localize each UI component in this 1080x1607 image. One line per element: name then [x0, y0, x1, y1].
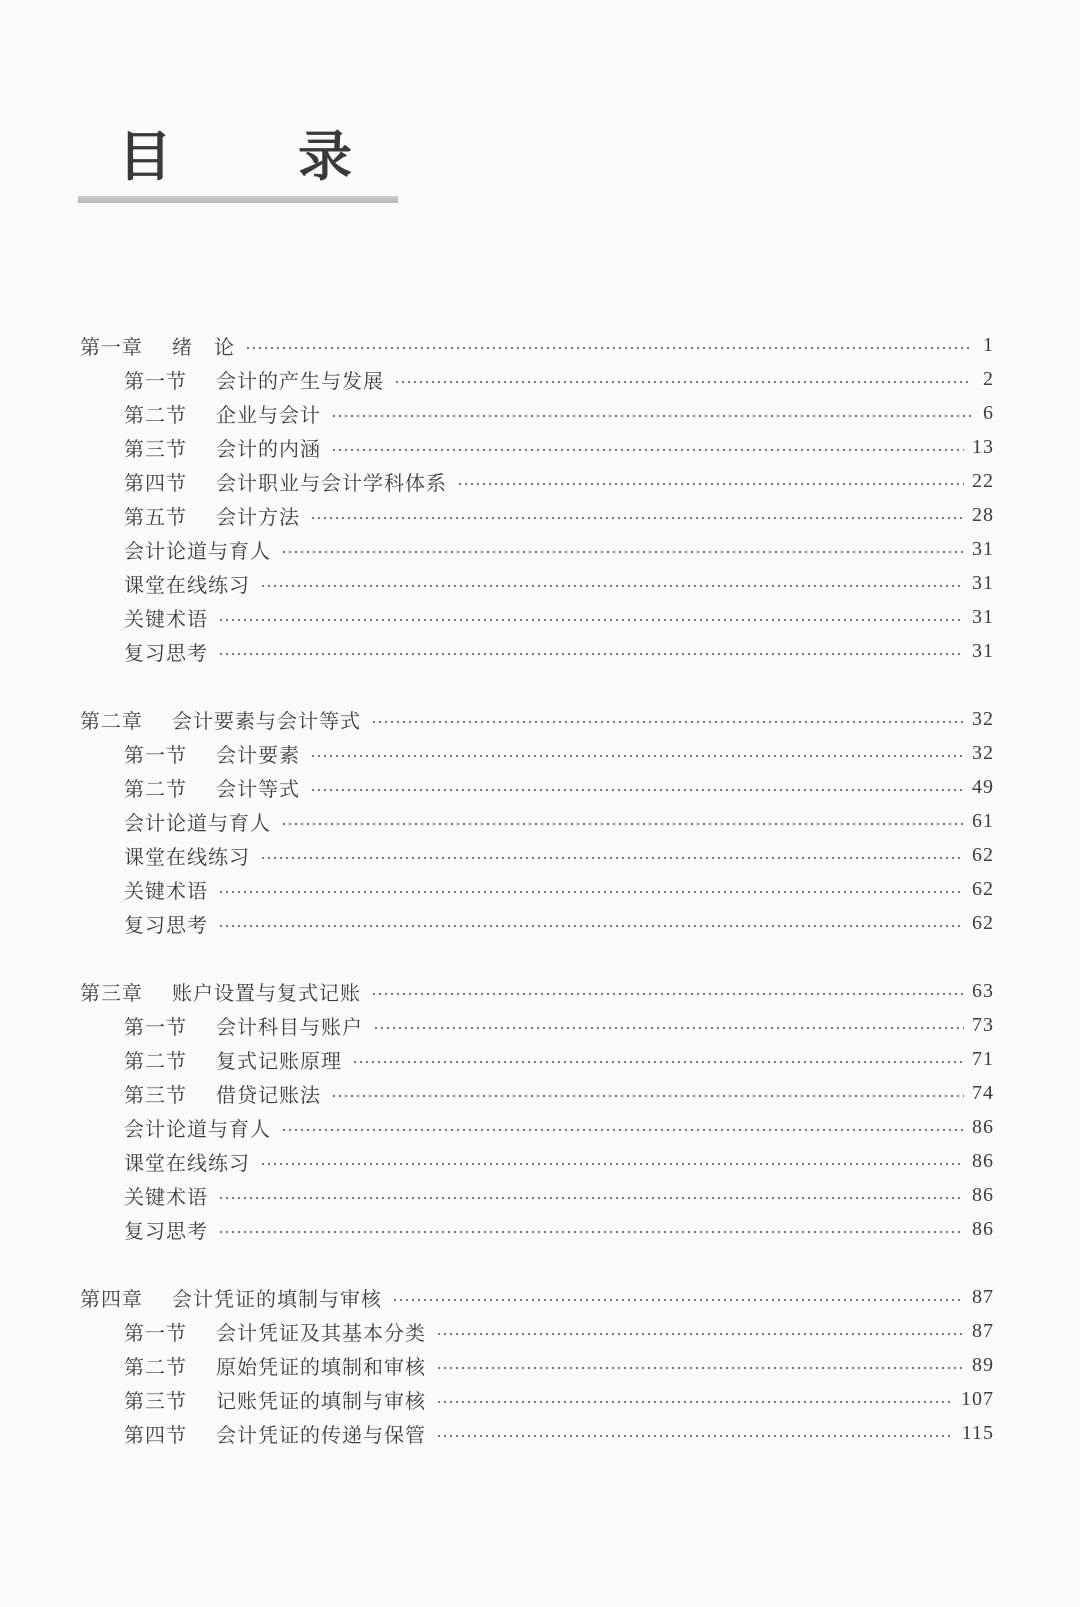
toc-section-entry[interactable] — [124, 568, 994, 598]
page-number: 63 — [972, 979, 994, 1002]
dot-leader — [457, 483, 964, 485]
section-title: 会计方法 — [216, 504, 300, 529]
section-number: 第一节 — [124, 1014, 187, 1039]
section-number: 第一节 — [124, 742, 187, 767]
dot-leader — [331, 449, 964, 451]
section-title: 会计的产生与发展 — [216, 368, 384, 393]
toc-section-entry[interactable] — [124, 636, 994, 666]
section-number: 第三节 — [124, 1082, 187, 1107]
toc-section-entry[interactable] — [124, 534, 994, 564]
page-number: 28 — [972, 503, 994, 526]
page-number: 62 — [972, 843, 994, 866]
dot-leader — [260, 857, 964, 859]
dot-leader — [331, 415, 972, 417]
dot-leader — [281, 551, 964, 553]
toc-section-entry[interactable] — [124, 364, 994, 394]
section-title: 借贷记账法 — [216, 1082, 321, 1107]
dot-leader — [245, 347, 972, 349]
page-number: 1 — [983, 333, 994, 356]
section-title: 课堂在线练习 — [124, 844, 250, 869]
section-title: 会计论道与育人 — [124, 538, 271, 563]
section-number: 第三节 — [124, 436, 187, 461]
section-number: 第一节 — [124, 368, 187, 393]
toc-section-entry[interactable] — [124, 1146, 994, 1176]
section-title: 课堂在线练习 — [124, 1150, 250, 1175]
page-number: 89 — [972, 1353, 994, 1376]
dot-leader — [218, 1197, 964, 1199]
page-number: 31 — [972, 639, 994, 662]
section-title: 复习思考 — [124, 640, 208, 665]
section-number: 第二节 — [124, 1048, 187, 1073]
dot-leader — [218, 1231, 964, 1233]
toc-section-entry[interactable] — [124, 1112, 994, 1142]
dot-leader — [436, 1333, 964, 1335]
toc-section-entry[interactable] — [124, 1078, 994, 1108]
page-number: 87 — [972, 1285, 994, 1308]
toc-chapter-entry[interactable] — [80, 330, 994, 360]
section-number: 第五节 — [124, 504, 187, 529]
dot-leader — [218, 653, 964, 655]
dot-leader — [436, 1367, 964, 1369]
page-number: 86 — [972, 1115, 994, 1138]
toc-section-entry[interactable] — [124, 466, 994, 496]
page-number: 62 — [972, 877, 994, 900]
toc-chapter-entry[interactable] — [80, 704, 994, 734]
page-number: 32 — [972, 741, 994, 764]
section-title: 课堂在线练习 — [124, 572, 250, 597]
section-title: 会计要素 — [216, 742, 300, 767]
section-number: 第二节 — [124, 1354, 187, 1379]
section-title: 关键术语 — [124, 1184, 208, 1209]
section-title: 会计职业与会计学科体系 — [216, 470, 447, 495]
section-title: 会计凭证及其基本分类 — [216, 1320, 426, 1345]
toc-section-entry[interactable] — [124, 432, 994, 462]
section-number: 第四节 — [124, 470, 187, 495]
dot-leader — [218, 891, 964, 893]
section-title: 关键术语 — [124, 606, 208, 631]
chapter-number: 第三章 — [80, 980, 143, 1005]
page-number: 62 — [972, 911, 994, 934]
section-title: 会计科目与账户 — [216, 1014, 363, 1039]
page-number: 86 — [972, 1217, 994, 1240]
dot-leader — [281, 1129, 964, 1131]
section-number: 第二节 — [124, 776, 187, 801]
toc-section-entry[interactable] — [124, 1180, 994, 1210]
chapter-title: 会计要素与会计等式 — [172, 708, 361, 733]
section-title: 记账凭证的填制与审核 — [216, 1388, 426, 1413]
page-number: 31 — [972, 605, 994, 628]
dot-leader — [394, 381, 972, 383]
page-number: 49 — [972, 775, 994, 798]
toc-section-entry[interactable] — [124, 1010, 994, 1040]
page-number: 74 — [972, 1081, 994, 1104]
section-title: 会计论道与育人 — [124, 1116, 271, 1141]
dot-leader — [218, 925, 964, 927]
section-title: 复习思考 — [124, 1218, 208, 1243]
section-title: 会计等式 — [216, 776, 300, 801]
toc-section-entry[interactable] — [124, 1384, 994, 1414]
toc-section-entry[interactable] — [124, 602, 994, 632]
toc-chapter-entry[interactable] — [80, 1282, 994, 1312]
dot-leader — [331, 1095, 964, 1097]
page-number: 86 — [972, 1183, 994, 1206]
section-number: 第一节 — [124, 1320, 187, 1345]
dot-leader — [373, 1027, 964, 1029]
chapter-number: 第一章 — [80, 334, 143, 359]
dot-leader — [281, 823, 964, 825]
dot-leader — [310, 517, 964, 519]
chapter-title: 会计凭证的填制与审核 — [172, 1286, 382, 1311]
dot-leader — [352, 1061, 964, 1063]
section-title: 企业与会计 — [216, 402, 321, 427]
toc-section-entry[interactable] — [124, 738, 994, 768]
dot-leader — [436, 1401, 953, 1403]
section-title: 会计凭证的传递与保管 — [216, 1422, 426, 1447]
toc-section-entry[interactable] — [124, 500, 994, 530]
page-number: 73 — [972, 1013, 994, 1036]
section-title: 会计论道与育人 — [124, 810, 271, 835]
toc-chapter-entry[interactable] — [80, 976, 994, 1006]
toc-section-entry[interactable] — [124, 398, 994, 428]
title-char-1: 目 — [118, 125, 172, 188]
section-number: 第三节 — [124, 1388, 187, 1413]
page-number: 32 — [972, 707, 994, 730]
page-number: 107 — [961, 1387, 994, 1410]
page-number: 13 — [972, 435, 994, 458]
page-number: 2 — [983, 367, 994, 390]
page-number: 6 — [983, 401, 994, 424]
toc-section-entry[interactable] — [124, 1044, 994, 1074]
toc-section-entry[interactable] — [124, 1316, 994, 1346]
toc-section-entry[interactable] — [124, 908, 994, 938]
section-title: 会计的内涵 — [216, 436, 321, 461]
toc-section-entry[interactable] — [124, 1214, 994, 1244]
dot-leader — [436, 1435, 954, 1437]
chapter-number: 第二章 — [80, 708, 143, 733]
chapter-number: 第四章 — [80, 1286, 143, 1311]
toc-section-entry[interactable] — [124, 1418, 994, 1448]
page-number: 31 — [972, 537, 994, 560]
toc-section-entry[interactable] — [124, 772, 994, 802]
page-number: 61 — [972, 809, 994, 832]
page-number: 86 — [972, 1149, 994, 1172]
toc-section-entry[interactable] — [124, 874, 994, 904]
toc-section-entry[interactable] — [124, 1350, 994, 1380]
section-title: 原始凭证的填制和审核 — [216, 1354, 426, 1379]
dot-leader — [371, 721, 964, 723]
dot-leader — [310, 755, 964, 757]
section-title: 复习思考 — [124, 912, 208, 937]
toc-section-entry[interactable] — [124, 806, 994, 836]
page-number: 87 — [972, 1319, 994, 1342]
dot-leader — [371, 993, 964, 995]
dot-leader — [392, 1299, 964, 1301]
section-title: 复式记账原理 — [216, 1048, 342, 1073]
dot-leader — [310, 789, 964, 791]
page-number: 31 — [972, 571, 994, 594]
dot-leader — [260, 585, 964, 587]
chapter-title: 账户设置与复式记账 — [172, 980, 361, 1005]
dot-leader — [218, 619, 964, 621]
chapter-title: 绪 论 — [172, 334, 235, 359]
dot-leader — [260, 1163, 964, 1165]
section-title: 关键术语 — [124, 878, 208, 903]
page-number: 115 — [961, 1421, 994, 1444]
page-number: 22 — [972, 469, 994, 492]
page-number: 71 — [972, 1047, 994, 1070]
title-char-2: 录 — [298, 125, 352, 188]
toc-section-entry[interactable] — [124, 840, 994, 870]
section-number: 第二节 — [124, 402, 187, 427]
section-number: 第四节 — [124, 1422, 187, 1447]
